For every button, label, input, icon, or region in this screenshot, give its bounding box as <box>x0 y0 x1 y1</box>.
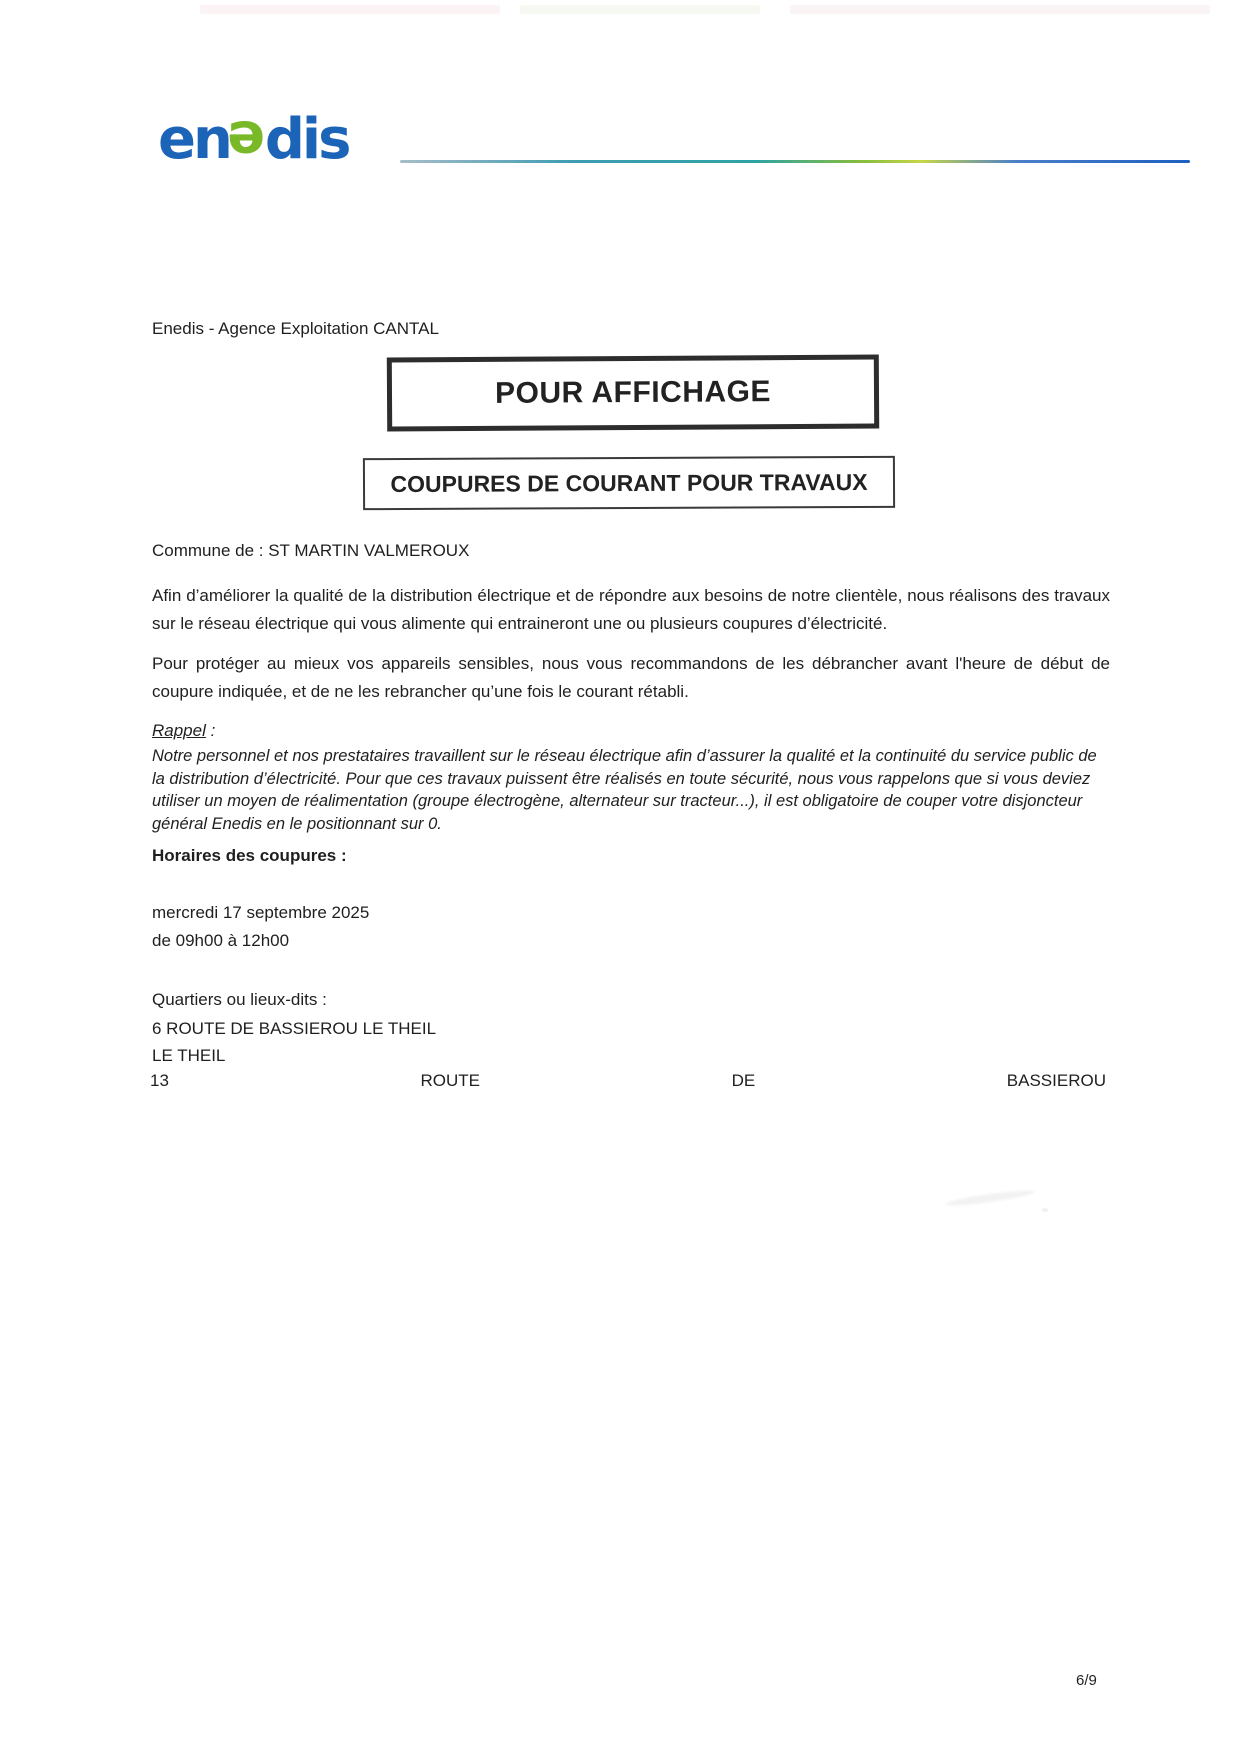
logo-text-right: dis <box>264 107 349 172</box>
page-number: 6/9 <box>1076 1672 1097 1689</box>
rappel-word: Rappel <box>152 721 206 740</box>
outage-time: de 09h00 à 12h00 <box>152 931 290 950</box>
spread-item-route: ROUTE <box>420 1071 480 1090</box>
banner-coupures-travaux <box>363 456 895 510</box>
scan-artifact <box>200 5 500 14</box>
rappel-paragraph: Notre personnel et nos prestataires travaillent sur le réseau électrique afin d’assurer la qualité et la continuité du service public de la distribution d’électricité. Pour que ces travaux puissent être réalisés en toute sécurité, nous vous rappelons que si vous deviez utiliser un moyen de réalimentation (groupe électrogène, alternateur sur tracteur...), il est obligatoire de couper votre disjoncteur général Enedis en le positionnant sur 0. <box>152 747 1097 833</box>
brand-gradient-rule <box>400 160 1190 163</box>
paragraph-intro: Afin d’améliorer la qualité de la distribution électrique et de répondre aux besoins de notre clientèle, nous réalisons des travaux sur le réseau électrique qui vous alimente qui entraineront une ou plusieurs coupures d’électricité. <box>152 586 1110 633</box>
banner-primary-label: POUR AFFICHAGE <box>494 375 772 410</box>
scan-artifact <box>520 5 760 14</box>
address-line: 6 ROUTE DE BASSIEROU LE THEIL <box>152 1019 437 1038</box>
enedis-logo <box>158 107 349 173</box>
rappel-colon: : <box>205 721 216 740</box>
scan-artifact <box>945 1188 1035 1208</box>
spread-item-bassierou: BASSIEROU <box>1006 1071 1106 1090</box>
commune-line: Commune de : ST MARTIN VALMEROUX <box>152 541 470 560</box>
spread-item-de: DE <box>731 1071 756 1090</box>
outage-date: mercredi 17 septembre 2025 <box>152 903 370 922</box>
address-spread-row <box>150 1071 1106 1091</box>
scan-artifact <box>790 5 1210 14</box>
scan-artifact <box>1042 1208 1048 1212</box>
logo-green-e: e <box>229 108 265 173</box>
quartiers-label: Quartiers ou lieux-dits : <box>152 990 327 1009</box>
rappel-label <box>152 720 215 741</box>
address-line: LE THEIL <box>152 1046 226 1065</box>
logo-text-left: en <box>158 107 230 172</box>
paragraph-advice: Pour protéger au mieux vos appareils sensibles, nous vous recommandons de les débrancher avant l'heure de début de coupure indiquée, et de ne les rebrancher qu’une fois le courant rétabli. <box>152 654 1110 701</box>
banner-secondary-label: COUPURES DE COURANT POUR TRAVAUX <box>390 468 868 497</box>
spread-item-number: 13 <box>150 1071 169 1090</box>
agency-line: Enedis - Agence Exploitation CANTAL <box>152 319 439 338</box>
horaires-label: Horaires des coupures : <box>152 846 347 865</box>
banner-pour-affichage <box>387 354 879 431</box>
